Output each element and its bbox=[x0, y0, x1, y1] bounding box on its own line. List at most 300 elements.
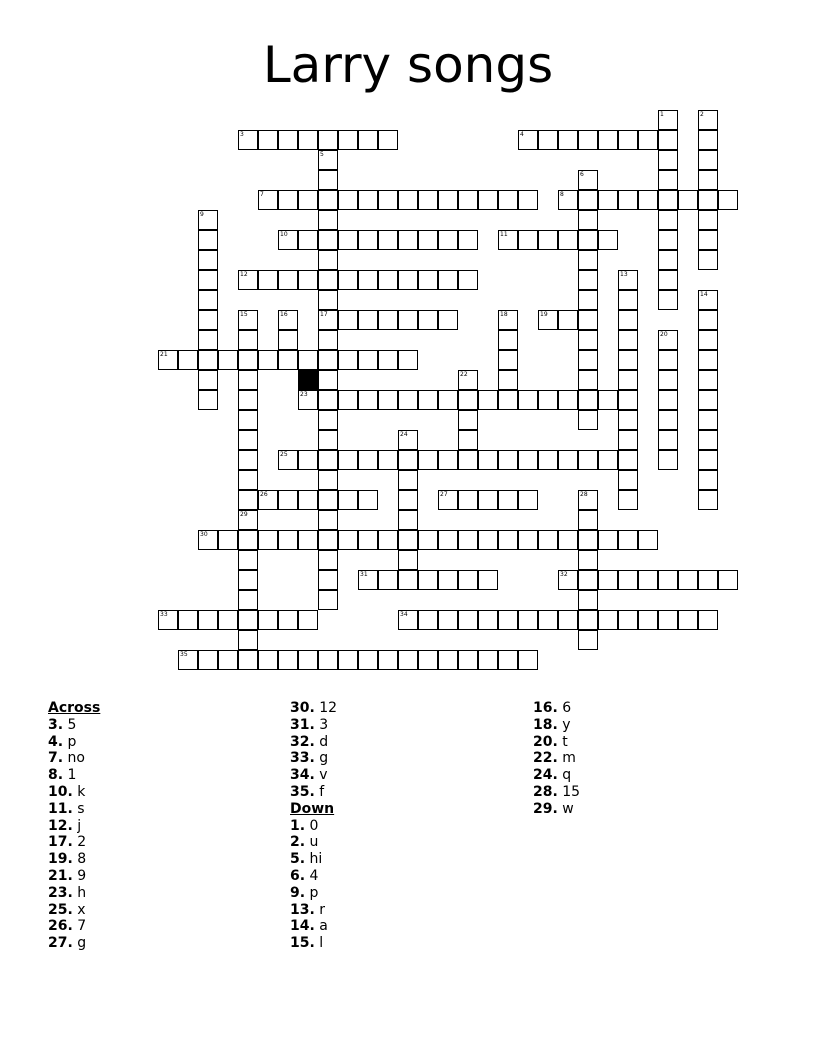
grid-cell[interactable] bbox=[678, 610, 698, 630]
grid-cell[interactable] bbox=[658, 410, 678, 430]
grid-cell[interactable] bbox=[338, 230, 358, 250]
grid-cell[interactable] bbox=[658, 370, 678, 390]
grid-cell[interactable] bbox=[638, 190, 658, 210]
grid-cell[interactable] bbox=[538, 230, 558, 250]
grid-cell[interactable] bbox=[458, 230, 478, 250]
grid-cell[interactable] bbox=[458, 270, 478, 290]
grid-cell[interactable] bbox=[238, 610, 258, 630]
grid-cell[interactable] bbox=[558, 610, 578, 630]
grid-cell[interactable] bbox=[398, 530, 418, 550]
grid-cell[interactable] bbox=[618, 410, 638, 430]
grid-cell[interactable] bbox=[658, 290, 678, 310]
grid-cell[interactable] bbox=[658, 210, 678, 230]
grid-cell[interactable] bbox=[218, 530, 238, 550]
grid-cell[interactable] bbox=[238, 270, 258, 290]
grid-cell[interactable] bbox=[258, 190, 278, 210]
grid-cell[interactable] bbox=[618, 270, 638, 290]
grid-cell[interactable] bbox=[258, 610, 278, 630]
grid-cell[interactable] bbox=[238, 310, 258, 330]
grid-cell[interactable] bbox=[398, 510, 418, 530]
grid-cell[interactable] bbox=[578, 530, 598, 550]
grid-cell[interactable] bbox=[358, 490, 378, 510]
grid-cell[interactable] bbox=[338, 650, 358, 670]
grid-cell[interactable] bbox=[298, 230, 318, 250]
grid-cell[interactable] bbox=[378, 650, 398, 670]
grid-cell[interactable] bbox=[278, 350, 298, 370]
grid-cell[interactable] bbox=[238, 490, 258, 510]
grid-cell[interactable] bbox=[698, 150, 718, 170]
grid-cell[interactable] bbox=[578, 410, 598, 430]
grid-cell[interactable] bbox=[358, 450, 378, 470]
grid-cell[interactable] bbox=[298, 350, 318, 370]
grid-cell[interactable] bbox=[318, 390, 338, 410]
grid-cell[interactable] bbox=[638, 610, 658, 630]
grid-cell[interactable] bbox=[658, 270, 678, 290]
grid-cell[interactable] bbox=[398, 610, 418, 630]
grid-cell[interactable] bbox=[578, 310, 598, 330]
grid-cell[interactable] bbox=[358, 350, 378, 370]
grid-cell[interactable] bbox=[318, 570, 338, 590]
grid-cell[interactable] bbox=[198, 250, 218, 270]
grid-cell[interactable] bbox=[458, 530, 478, 550]
grid-cell[interactable] bbox=[418, 450, 438, 470]
grid-cell[interactable] bbox=[398, 650, 418, 670]
grid-cell[interactable] bbox=[378, 310, 398, 330]
grid-cell[interactable] bbox=[578, 570, 598, 590]
grid-cell[interactable] bbox=[358, 390, 378, 410]
grid-cell[interactable] bbox=[498, 370, 518, 390]
grid-cell[interactable] bbox=[238, 410, 258, 430]
grid-cell[interactable] bbox=[598, 610, 618, 630]
grid-cell[interactable] bbox=[198, 650, 218, 670]
grid-cell[interactable] bbox=[578, 550, 598, 570]
grid-cell[interactable] bbox=[438, 490, 458, 510]
grid-cell[interactable] bbox=[698, 570, 718, 590]
grid-cell[interactable] bbox=[698, 290, 718, 310]
grid-cell[interactable] bbox=[298, 270, 318, 290]
grid-cell[interactable] bbox=[698, 450, 718, 470]
grid-cell[interactable] bbox=[618, 350, 638, 370]
grid-cell[interactable] bbox=[198, 390, 218, 410]
grid-cell[interactable] bbox=[458, 610, 478, 630]
grid-cell[interactable] bbox=[178, 350, 198, 370]
grid-cell[interactable] bbox=[298, 130, 318, 150]
grid-cell[interactable] bbox=[298, 490, 318, 510]
grid-cell[interactable] bbox=[478, 450, 498, 470]
grid-cell[interactable] bbox=[478, 530, 498, 550]
grid-cell[interactable] bbox=[598, 390, 618, 410]
grid-cell[interactable] bbox=[418, 270, 438, 290]
grid-cell[interactable] bbox=[618, 530, 638, 550]
grid-cell[interactable] bbox=[378, 390, 398, 410]
grid-cell[interactable] bbox=[278, 270, 298, 290]
grid-cell[interactable] bbox=[458, 370, 478, 390]
grid-cell[interactable] bbox=[578, 590, 598, 610]
grid-cell[interactable] bbox=[418, 650, 438, 670]
grid-cell[interactable] bbox=[438, 270, 458, 290]
grid-cell[interactable] bbox=[298, 190, 318, 210]
grid-cell[interactable] bbox=[378, 230, 398, 250]
grid-cell[interactable] bbox=[578, 370, 598, 390]
grid-cell[interactable] bbox=[498, 610, 518, 630]
grid-cell[interactable] bbox=[498, 230, 518, 250]
grid-cell[interactable] bbox=[658, 390, 678, 410]
grid-cell[interactable] bbox=[198, 210, 218, 230]
grid-cell[interactable] bbox=[198, 530, 218, 550]
grid-cell[interactable] bbox=[318, 410, 338, 430]
grid-cell[interactable] bbox=[258, 270, 278, 290]
grid-cell[interactable] bbox=[618, 130, 638, 150]
grid-cell[interactable] bbox=[318, 150, 338, 170]
grid-cell[interactable] bbox=[238, 510, 258, 530]
grid-cell[interactable] bbox=[238, 450, 258, 470]
grid-cell[interactable] bbox=[698, 490, 718, 510]
grid-cell[interactable] bbox=[198, 610, 218, 630]
grid-cell[interactable] bbox=[618, 570, 638, 590]
grid-cell[interactable] bbox=[658, 430, 678, 450]
grid-cell[interactable] bbox=[358, 130, 378, 150]
grid-cell[interactable] bbox=[218, 650, 238, 670]
grid-cell[interactable] bbox=[598, 230, 618, 250]
grid-cell[interactable] bbox=[578, 170, 598, 190]
grid-cell[interactable] bbox=[298, 390, 318, 410]
grid-cell[interactable] bbox=[358, 270, 378, 290]
grid-cell[interactable] bbox=[538, 130, 558, 150]
grid-cell[interactable] bbox=[338, 390, 358, 410]
grid-cell[interactable] bbox=[398, 350, 418, 370]
grid-cell[interactable] bbox=[698, 350, 718, 370]
grid-cell[interactable] bbox=[418, 390, 438, 410]
grid-cell[interactable] bbox=[658, 150, 678, 170]
grid-cell[interactable] bbox=[658, 330, 678, 350]
grid-cell[interactable] bbox=[278, 130, 298, 150]
grid-cell[interactable] bbox=[338, 450, 358, 470]
grid-cell[interactable] bbox=[278, 310, 298, 330]
grid-cell[interactable] bbox=[318, 310, 338, 330]
grid-cell[interactable] bbox=[298, 610, 318, 630]
grid-cell[interactable] bbox=[698, 370, 718, 390]
grid-cell[interactable] bbox=[678, 570, 698, 590]
grid-cell[interactable] bbox=[318, 510, 338, 530]
grid-cell[interactable] bbox=[318, 170, 338, 190]
grid-cell[interactable] bbox=[398, 430, 418, 450]
grid-cell[interactable] bbox=[658, 570, 678, 590]
grid-cell[interactable] bbox=[398, 570, 418, 590]
grid-cell[interactable] bbox=[238, 550, 258, 570]
grid-cell[interactable] bbox=[618, 290, 638, 310]
grid-cell[interactable] bbox=[658, 170, 678, 190]
grid-cell[interactable] bbox=[498, 450, 518, 470]
grid-cell[interactable] bbox=[178, 650, 198, 670]
grid-cell[interactable] bbox=[198, 330, 218, 350]
grid-cell[interactable] bbox=[158, 350, 178, 370]
grid-cell[interactable] bbox=[398, 230, 418, 250]
grid-cell[interactable] bbox=[378, 190, 398, 210]
grid-cell[interactable] bbox=[258, 350, 278, 370]
grid-cell[interactable] bbox=[618, 370, 638, 390]
grid-cell[interactable] bbox=[238, 530, 258, 550]
grid-cell[interactable] bbox=[578, 610, 598, 630]
grid-cell[interactable] bbox=[318, 210, 338, 230]
grid-cell[interactable] bbox=[318, 530, 338, 550]
grid-cell[interactable] bbox=[458, 190, 478, 210]
grid-cell[interactable] bbox=[258, 490, 278, 510]
grid-cell[interactable] bbox=[318, 350, 338, 370]
grid-cell[interactable] bbox=[558, 530, 578, 550]
grid-cell[interactable] bbox=[698, 410, 718, 430]
grid-cell[interactable] bbox=[398, 470, 418, 490]
grid-cell[interactable] bbox=[698, 610, 718, 630]
grid-cell[interactable] bbox=[558, 190, 578, 210]
grid-cell[interactable] bbox=[338, 490, 358, 510]
grid-cell[interactable] bbox=[298, 450, 318, 470]
grid-cell[interactable] bbox=[578, 450, 598, 470]
grid-cell[interactable] bbox=[318, 190, 338, 210]
grid-cell[interactable] bbox=[658, 350, 678, 370]
grid-cell[interactable] bbox=[698, 230, 718, 250]
grid-cell[interactable] bbox=[698, 170, 718, 190]
grid-cell[interactable] bbox=[498, 310, 518, 330]
grid-cell[interactable] bbox=[358, 310, 378, 330]
grid-cell[interactable] bbox=[538, 310, 558, 330]
grid-cell[interactable] bbox=[658, 110, 678, 130]
grid-cell[interactable] bbox=[698, 470, 718, 490]
grid-cell[interactable] bbox=[398, 490, 418, 510]
grid-cell[interactable] bbox=[618, 310, 638, 330]
grid-cell[interactable] bbox=[398, 390, 418, 410]
grid-cell[interactable] bbox=[398, 190, 418, 210]
grid-cell[interactable] bbox=[278, 490, 298, 510]
grid-cell[interactable] bbox=[218, 350, 238, 370]
grid-cell[interactable] bbox=[618, 610, 638, 630]
grid-cell[interactable] bbox=[458, 390, 478, 410]
grid-cell[interactable] bbox=[438, 650, 458, 670]
grid-cell[interactable] bbox=[418, 190, 438, 210]
grid-cell[interactable] bbox=[318, 330, 338, 350]
grid-cell[interactable] bbox=[378, 350, 398, 370]
grid-cell[interactable] bbox=[238, 430, 258, 450]
grid-cell[interactable] bbox=[398, 310, 418, 330]
grid-cell[interactable] bbox=[438, 610, 458, 630]
grid-cell[interactable] bbox=[158, 610, 178, 630]
grid-cell[interactable] bbox=[558, 570, 578, 590]
grid-cell[interactable] bbox=[618, 390, 638, 410]
grid-cell[interactable] bbox=[658, 190, 678, 210]
grid-cell[interactable] bbox=[418, 610, 438, 630]
grid-cell[interactable] bbox=[458, 410, 478, 430]
grid-cell[interactable] bbox=[518, 490, 538, 510]
grid-cell[interactable] bbox=[338, 310, 358, 330]
grid-cell[interactable] bbox=[278, 230, 298, 250]
grid-cell[interactable] bbox=[198, 290, 218, 310]
grid-cell[interactable] bbox=[238, 350, 258, 370]
grid-cell[interactable] bbox=[518, 610, 538, 630]
grid-cell[interactable] bbox=[518, 390, 538, 410]
grid-cell[interactable] bbox=[518, 650, 538, 670]
grid-cell[interactable] bbox=[478, 610, 498, 630]
grid-cell[interactable] bbox=[578, 390, 598, 410]
grid-cell[interactable] bbox=[278, 650, 298, 670]
grid-cell[interactable] bbox=[558, 390, 578, 410]
grid-cell[interactable] bbox=[538, 390, 558, 410]
grid-cell[interactable] bbox=[658, 130, 678, 150]
grid-cell[interactable] bbox=[558, 130, 578, 150]
grid-cell[interactable] bbox=[578, 350, 598, 370]
grid-cell[interactable] bbox=[258, 650, 278, 670]
grid-cell[interactable] bbox=[418, 310, 438, 330]
grid-cell[interactable] bbox=[238, 590, 258, 610]
grid-cell[interactable] bbox=[518, 450, 538, 470]
grid-cell[interactable] bbox=[638, 570, 658, 590]
grid-cell[interactable] bbox=[698, 210, 718, 230]
grid-cell[interactable] bbox=[198, 310, 218, 330]
grid-cell[interactable] bbox=[478, 390, 498, 410]
grid-cell[interactable] bbox=[318, 590, 338, 610]
grid-cell[interactable] bbox=[318, 230, 338, 250]
grid-cell[interactable] bbox=[318, 490, 338, 510]
grid-cell[interactable] bbox=[418, 230, 438, 250]
grid-cell[interactable] bbox=[498, 350, 518, 370]
grid-cell[interactable] bbox=[498, 330, 518, 350]
grid-cell[interactable] bbox=[318, 270, 338, 290]
grid-cell[interactable] bbox=[658, 610, 678, 630]
grid-cell[interactable] bbox=[258, 130, 278, 150]
grid-cell[interactable] bbox=[398, 270, 418, 290]
grid-cell[interactable] bbox=[238, 470, 258, 490]
grid-cell[interactable] bbox=[298, 650, 318, 670]
grid-cell[interactable] bbox=[678, 190, 698, 210]
grid-cell[interactable] bbox=[578, 250, 598, 270]
grid-cell[interactable] bbox=[698, 310, 718, 330]
grid-cell[interactable] bbox=[238, 650, 258, 670]
grid-cell[interactable] bbox=[538, 530, 558, 550]
grid-cell[interactable] bbox=[418, 530, 438, 550]
grid-cell[interactable] bbox=[198, 350, 218, 370]
grid-cell[interactable] bbox=[698, 330, 718, 350]
grid-cell[interactable] bbox=[278, 610, 298, 630]
grid-cell[interactable] bbox=[438, 230, 458, 250]
grid-cell[interactable] bbox=[718, 570, 738, 590]
grid-cell[interactable] bbox=[378, 270, 398, 290]
grid-cell[interactable] bbox=[478, 570, 498, 590]
grid-cell[interactable] bbox=[318, 130, 338, 150]
grid-cell[interactable] bbox=[538, 610, 558, 630]
grid-cell[interactable] bbox=[338, 270, 358, 290]
grid-cell[interactable] bbox=[238, 630, 258, 650]
grid-cell[interactable] bbox=[698, 390, 718, 410]
grid-cell[interactable] bbox=[318, 550, 338, 570]
grid-cell[interactable] bbox=[458, 650, 478, 670]
grid-cell[interactable] bbox=[338, 190, 358, 210]
grid-cell[interactable] bbox=[598, 570, 618, 590]
grid-cell[interactable] bbox=[318, 290, 338, 310]
grid-cell[interactable] bbox=[578, 230, 598, 250]
grid-cell[interactable] bbox=[478, 650, 498, 670]
grid-cell[interactable] bbox=[558, 450, 578, 470]
grid-cell[interactable] bbox=[498, 650, 518, 670]
grid-cell[interactable] bbox=[718, 190, 738, 210]
grid-cell[interactable] bbox=[618, 330, 638, 350]
grid-cell[interactable] bbox=[438, 530, 458, 550]
grid-cell[interactable] bbox=[358, 530, 378, 550]
grid-cell[interactable] bbox=[238, 130, 258, 150]
grid-cell[interactable] bbox=[438, 450, 458, 470]
grid-cell[interactable] bbox=[398, 550, 418, 570]
grid-cell[interactable] bbox=[238, 390, 258, 410]
grid-cell[interactable] bbox=[358, 570, 378, 590]
grid-cell[interactable] bbox=[498, 490, 518, 510]
grid-cell[interactable] bbox=[378, 570, 398, 590]
grid-cell[interactable] bbox=[578, 630, 598, 650]
grid-cell[interactable] bbox=[598, 450, 618, 470]
grid-cell[interactable] bbox=[498, 190, 518, 210]
grid-cell[interactable] bbox=[638, 530, 658, 550]
grid-cell[interactable] bbox=[338, 350, 358, 370]
grid-cell[interactable] bbox=[378, 130, 398, 150]
grid-cell[interactable] bbox=[318, 370, 338, 390]
grid-cell[interactable] bbox=[578, 290, 598, 310]
grid-cell[interactable] bbox=[298, 530, 318, 550]
grid-cell[interactable] bbox=[378, 450, 398, 470]
grid-cell[interactable] bbox=[578, 130, 598, 150]
grid-cell[interactable] bbox=[438, 310, 458, 330]
grid-cell[interactable] bbox=[498, 390, 518, 410]
grid-cell[interactable] bbox=[698, 190, 718, 210]
grid-cell[interactable] bbox=[258, 530, 278, 550]
grid-cell[interactable] bbox=[418, 570, 438, 590]
grid-cell[interactable] bbox=[318, 250, 338, 270]
grid-cell[interactable] bbox=[578, 490, 598, 510]
grid-cell[interactable] bbox=[618, 430, 638, 450]
grid-cell[interactable] bbox=[458, 430, 478, 450]
grid-cell[interactable] bbox=[278, 530, 298, 550]
grid-cell[interactable] bbox=[438, 390, 458, 410]
grid-cell[interactable] bbox=[518, 130, 538, 150]
grid-cell[interactable] bbox=[478, 190, 498, 210]
grid-cell[interactable] bbox=[578, 510, 598, 530]
grid-cell[interactable] bbox=[238, 370, 258, 390]
grid-cell[interactable] bbox=[558, 310, 578, 330]
grid-cell[interactable] bbox=[458, 450, 478, 470]
grid-cell[interactable] bbox=[518, 190, 538, 210]
grid-cell[interactable] bbox=[378, 530, 398, 550]
grid-cell[interactable] bbox=[338, 130, 358, 150]
grid-cell[interactable] bbox=[198, 270, 218, 290]
grid-cell[interactable] bbox=[478, 490, 498, 510]
grid-cell[interactable] bbox=[578, 190, 598, 210]
grid-cell[interactable] bbox=[278, 190, 298, 210]
grid-cell[interactable] bbox=[598, 130, 618, 150]
grid-cell[interactable] bbox=[618, 470, 638, 490]
grid-cell[interactable] bbox=[358, 650, 378, 670]
grid-cell[interactable] bbox=[578, 270, 598, 290]
grid-cell[interactable] bbox=[458, 570, 478, 590]
grid-cell[interactable] bbox=[338, 530, 358, 550]
grid-cell[interactable] bbox=[698, 110, 718, 130]
grid-cell[interactable] bbox=[238, 330, 258, 350]
grid-cell[interactable] bbox=[198, 370, 218, 390]
grid-cell[interactable] bbox=[318, 650, 338, 670]
grid-cell[interactable] bbox=[458, 490, 478, 510]
grid-cell[interactable] bbox=[698, 250, 718, 270]
grid-cell[interactable] bbox=[578, 330, 598, 350]
grid-cell[interactable] bbox=[698, 430, 718, 450]
grid-cell[interactable] bbox=[558, 230, 578, 250]
grid-cell[interactable] bbox=[438, 570, 458, 590]
grid-cell[interactable] bbox=[618, 190, 638, 210]
grid-cell[interactable] bbox=[518, 230, 538, 250]
grid-cell[interactable] bbox=[538, 450, 558, 470]
